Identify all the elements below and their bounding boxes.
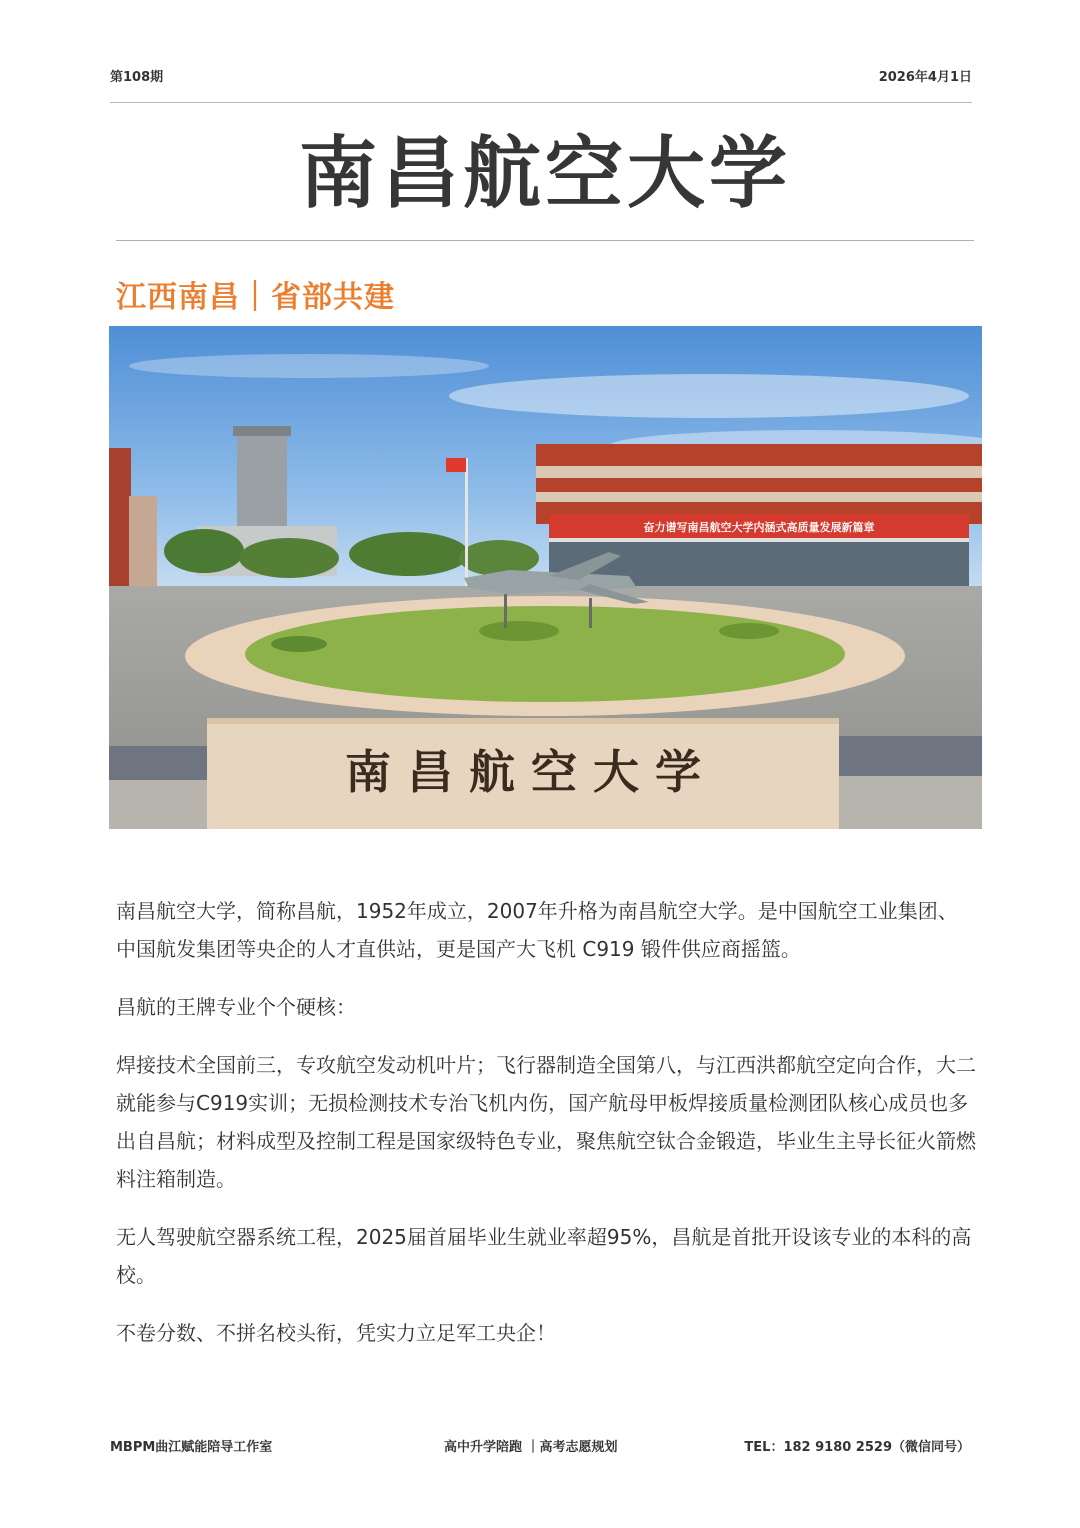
services-text: 高中升学陪跑 ｜高考志愿规划	[444, 1440, 618, 1455]
paragraph-intro: 南昌航空大学，简称昌航，1952年成立，2007年升格为南昌航空大学。是中国航空工业集团、中国航发集团等央企的人才直供站，更是国产大飞机 C919 锻件供应商摇篮。	[116, 899, 958, 961]
publish-date: 2026年4月1日	[878, 70, 972, 85]
building-banner-text: 奋力谱写南昌航空大学内涵式高质量发展新篇章	[643, 521, 875, 534]
issue-number: 第108期	[110, 70, 164, 85]
stone-inscription: 南 昌 航 空 大 学	[344, 745, 702, 799]
paragraph-majors-lead: 昌航的王牌专业个个硬核：	[116, 995, 356, 1019]
page-header	[110, 66, 972, 103]
paragraph-uav: 无人驾驶航空器系统工程，2025届首届毕业生就业率超95%，昌航是首批开设该专业的本科的高校。	[116, 1225, 972, 1287]
page-title: 南昌航空大学	[116, 122, 974, 241]
paragraph-majors-detail: 焊接技术全国前三，专攻航空发动机叶片；飞行器制造全国第八，与江西洪都航空定向合作，大二就能参与C919实训；无损检测技术专治飞机内伤，国产航母甲板焊接质量检测团队核心成员也多出自昌航；材料成型及控制工程是国家级特色专业，聚焦航空钛合金锻造，毕业生主导长征火箭燃料注箱制造。	[116, 1053, 976, 1191]
contact-phone: TEL：182 9180 2529（微信同号）	[744, 1440, 970, 1455]
article-body	[116, 892, 976, 1372]
location-subtitle: 江西南昌｜省部共建	[116, 280, 395, 315]
campus-photo	[109, 326, 982, 829]
paragraph-closing: 不卷分数、不拼名校头衔，凭实力立足军工央企！	[116, 1321, 556, 1345]
studio-name: MBPM曲江赋能陪导工作室	[110, 1440, 273, 1455]
